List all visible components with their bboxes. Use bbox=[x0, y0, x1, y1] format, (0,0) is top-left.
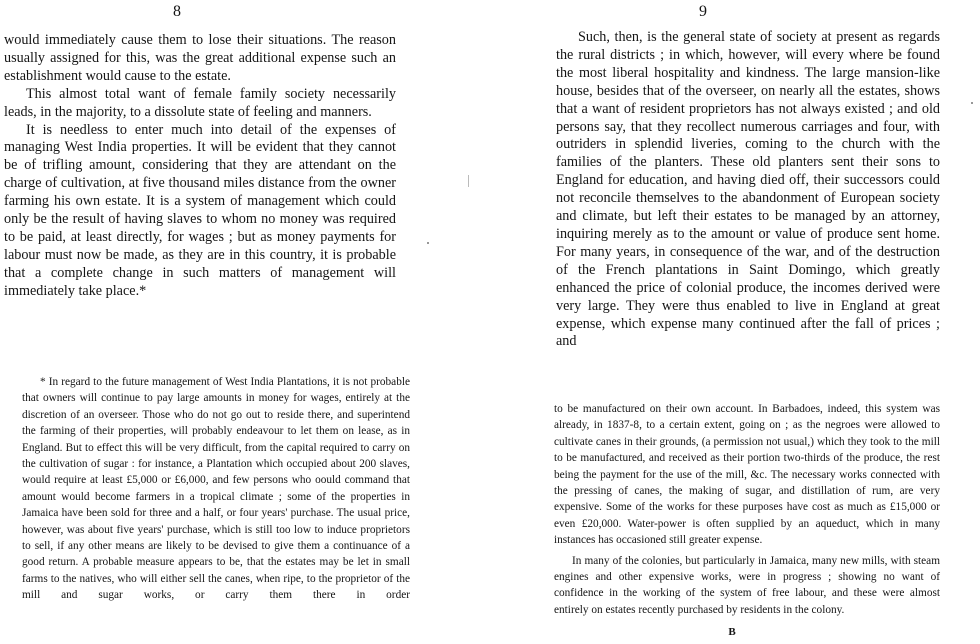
right-page bbox=[552, 0, 942, 644]
left-footnote-text: * In regard to the future management of West India Plantations, it is not probable that owners will continue to pay large amounts in money for wages, entirely at the discretion of an overseer. Those who do not go out to reside there, and superintend the farming of their properties, will probably endeavour to let them on lease, as in England. But to effect this will be very difficult, from the capital required to carry on the cultivation of sugar : for instance, a Plantation which occupied about 200 slaves, would require at least £5,000 or £6,000, and few persons who oould command that amount would become farmers in a tropical climate ; some of the properties in Jamaica have been sold for three and a half, or four years' purchase. The usual price, however, was about five years' purchase, which is still too low to induce proprietors to sell, if any other means are likely to be devised to give them a continuance of a good return. A probable measure appears to be, that the estates may be let in small farms to the natives, who will either sell the canes, when ripe, to the proprietor of the mill and sugar works, or carry them there in order bbox=[22, 376, 410, 602]
right-main-text bbox=[556, 29, 940, 351]
left-main-text bbox=[4, 32, 396, 301]
left-paragraph-2: This almost total want of female family society necessarily leads, in the majority, to a dissolute state of feeling and manners. bbox=[4, 85, 396, 120]
right-footnote bbox=[554, 401, 940, 618]
right-footnote-text-2: In many of the colonies, but particularly in Jamaica, many new mills, with steam engines and other expensive works, were in progress ; showing no want of confidence in the working of the system of free labour, and these were almost entirely on estates recently purchased by residents in the colony. bbox=[554, 554, 940, 616]
left-paragraph-1: would immediately cause them to lose their situations. The reason usually assigned for this, was the great additional expense such an establishment would cause to the estate. bbox=[4, 32, 396, 84]
page-number-right: 9 bbox=[699, 3, 707, 20]
left-page bbox=[0, 0, 410, 644]
gutter-mark bbox=[468, 175, 469, 187]
page-number-left: 8 bbox=[173, 3, 181, 20]
right-footnote-text-1: to be manufactured on their own account. In Barbadoes, indeed, this system was already, in 1837-8, to a certain extent, going on ; as the negroes were allowed to cultivate canes in their grounds, (a permission not usual,) which they took to the mill to be manufactured, and received as their portion two-thirds of the produce, the rest being the payment for the use of the mill, &c. The necessary works connected with the pressing of canes, the making of sugar, and distillation of rum, are very expensive. Some of the works for these purposes have cost as much as £15,000 or even £20,000. Water-power is often supplied by an aqueduct, which in many instances has occasioned still greater expense. bbox=[554, 403, 940, 547]
ink-speck bbox=[427, 242, 429, 244]
signature-mark: B bbox=[728, 626, 736, 638]
left-footnote bbox=[22, 374, 410, 604]
ink-speck bbox=[971, 102, 973, 104]
right-paragraph-1: Such, then, is the general state of society at present as regards the rural districts ; in which, however, will every where be found the most liberal hospitality and kindness. The large mansion-like house, besides that of the overseer, on nearly all the estates, shows that a want of resident proprietors has not always existed ; and old persons say, that they recollect numerous carriages and four, with outriders in splendid liveries, coming to the church with the families of the planters. These old planters sent their sons to England for education, and having died off, their successors could not reconcile themselves to the abandonment of European society and climate, but left their estates to be managed by an attorney, inquiring merely as to the amount or value of produce sent home. For many years, in consequence of the war, and of the destruction of the French plantations in Saint Domingo, which greatly enhanced the price of colonial produce, the incomes derived were very large. They were thus enabled to live in England at great expense, which expense many continued after the fall of prices ; and bbox=[556, 29, 940, 350]
left-paragraph-3: It is needless to enter much into detail of the expenses of managing West India properties. It will be evident that they cannot be of trifling amount, considering that they are attendant on the charge of cultivation, at five thousand miles distance from the owner farming his own estate. It is a system of management which could only be the result of having slaves to whom no money was required to be paid, at least directly, for wages ; but as money payments for labour must now be made, as they are in this country, it is probable that a complete change in such matters of management will immediately take place.* bbox=[4, 121, 396, 299]
